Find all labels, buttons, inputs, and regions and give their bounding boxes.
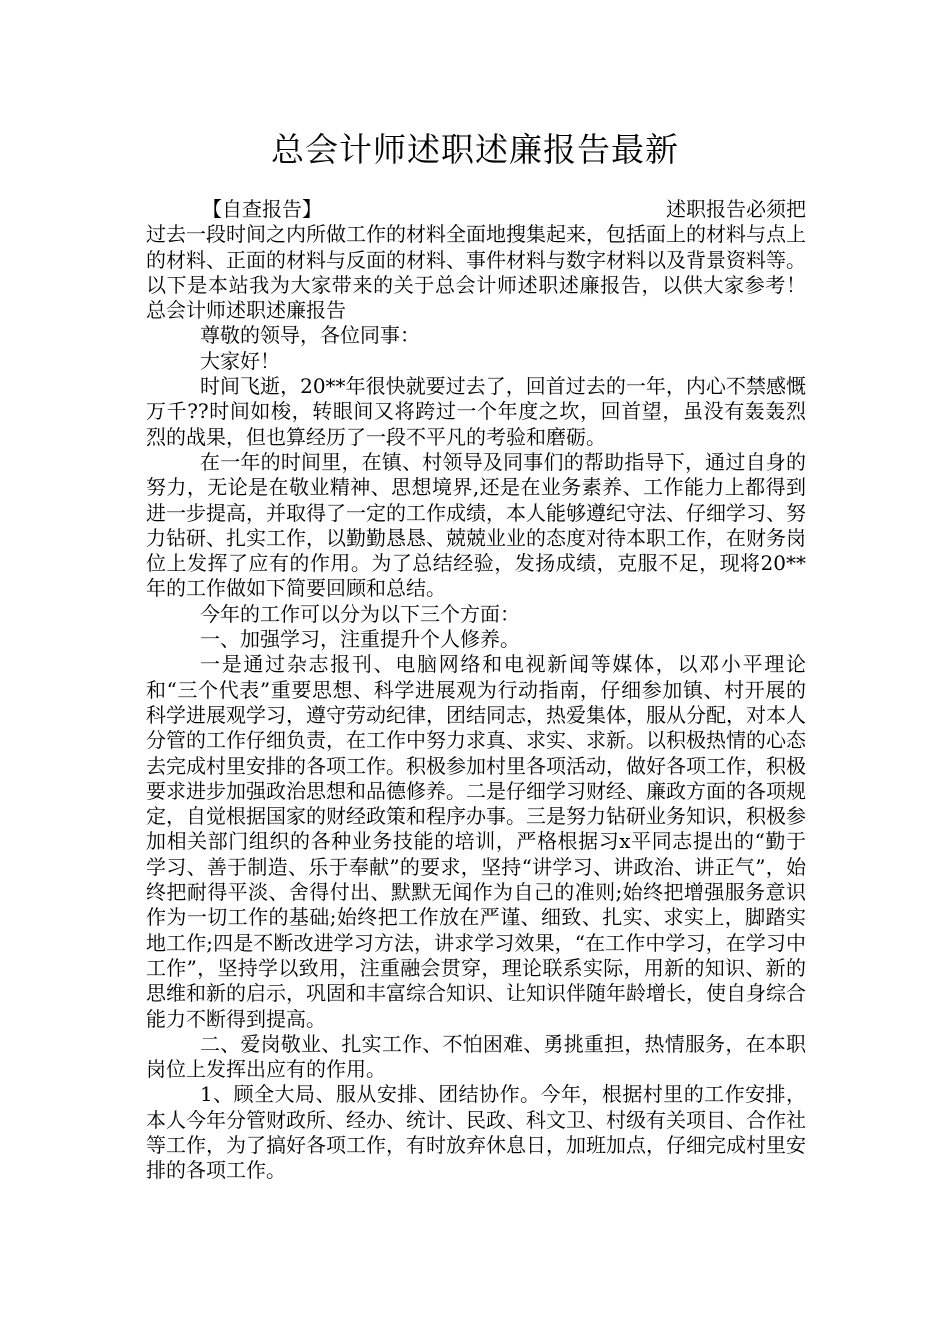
document-body: [146, 197, 846, 1184]
body-paragraph: 一是通过杂志报刊、电脑网络和电视新闻等媒体，以邓小平理论和“三个代表”重要思想、科学进展观为行动指南，仔细参加镇、村开展的科学进展观学习，遵守劳动纪律，团结同志，热爱集体，服从分配，对本人分管的工作仔细负责，在工作中努力求真、求实、求新。以积极热情的心态去完成村里安排的各项工作。积极参加村里各项活动，做好各项工作，积极要求进步加强政治思想和品德修养。二是仔细学习财经、廉政方面的各项规定，自觉根据国家的财经政策和程序办事。三是努力钻研业务知识，积极参加相关部门组织的各种业务技能的培训，严格根据习x平同志提出的“勤于学习、善于制造、乐于奉献”的要求，坚持“讲学习、讲政治、讲正气”，始终把耐得平淡、舍得付出、默默无闻作为自己的准则;始终把增强服务意识作为一切工作的基础;始终把工作放在严谨、细致、扎实、求实上，脚踏实地工作;四是不断改进学习方法，讲求学习效果，“在工作中学习，在学习中工作”，坚持学以致用，注重融会贯穿，理论联系实际，用新的知识、新的思维和新的启示，巩固和丰富综合知识、让知识伴随年龄增长，使自身综合能力不断得到提高。: [146, 652, 806, 1031]
intro-lead: 述职报告必须把: [666, 197, 806, 221]
section-heading: 二、爱岗敬业、扎实工作、不怕困难、勇挑重担，热情服务，在本职岗位上发挥出应有的作用。: [146, 1031, 806, 1082]
intro-tag: 【自查报告】: [202, 197, 322, 221]
body-paragraph: 今年的工作可以分为以下三个方面：: [200, 601, 520, 626]
body-paragraph: 在一年的时间里，在镇、村领导及同事们的帮助指导下，通过自身的努力，无论是在敬业精神、思想境界,还是在业务素养、工作能力上都得到进一步提高，并取得了一定的工作成绩，本人能够遵纪守法、仔细学习、努力钻研、扎实工作，以勤勤恳恳、兢兢业业的态度对待本职工作，在财务岗位上发挥了应有的作用。为了总结经验，发扬成绩，克服不足，现将20**年的工作做如下简要回顾和总结。: [146, 449, 806, 601]
section-heading: 一、加强学习，注重提升个人修养。: [200, 627, 520, 652]
document-title: 总会计师述职述廉报告最新: [271, 130, 679, 169]
salutation: 尊敬的领导，各位同事：: [200, 323, 420, 348]
intro-paragraph: 过去一段时间之内所做工作的材料全面地搜集起来，包括面上的材料与点上的材料、正面的材料与反面的材料、事件材料与数字材料以及背景资料等。以下是本站我为大家带来的关于总会计师述职述廉报告，以供大家参考！ 总会计师述职述廉报告: [146, 222, 846, 323]
greeting: 大家好！: [200, 348, 280, 373]
body-paragraph: 1、顾全大局、服从安排、团结协作。今年，根据村里的工作安排，本人今年分管财政所、经办、统计、民政、科文卫、村级有关项目、合作社等工作，为了搞好各项工作，有时放弃休息日，加班加点，仔细完成村里安排的各项工作。: [146, 1082, 806, 1183]
body-paragraph: 时间飞逝，20**年很快就要过去了，回首过去的一年，内心不禁感慨万千??时间如梭，转眼间又将跨过一个年度之坎，回首望，虽没有轰轰烈烈的战果，但也算经历了一段不平凡的考验和磨砺。: [146, 374, 806, 449]
intro-header-line: [146, 197, 806, 222]
